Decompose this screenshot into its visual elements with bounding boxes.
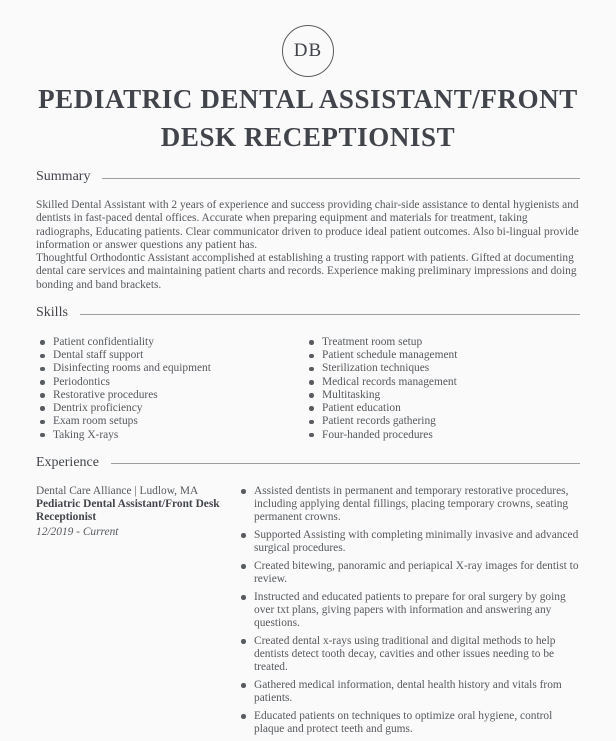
monogram-initials: DB (293, 40, 323, 61)
skill-item: Restorative procedures (36, 389, 305, 402)
experience-bullet-list (237, 485, 580, 741)
skill-item: Periodontics (36, 376, 305, 389)
skill-item: Patient education (305, 402, 580, 415)
summary-section-header (36, 168, 580, 186)
skill-item: Treatment room setup (305, 336, 580, 349)
section-rule (111, 463, 580, 464)
skill-item: Disinfecting rooms and equipment (36, 362, 305, 375)
experience-bullet: Created dental x-rays using traditional and digital methods to help dentists detect tooth decay, cavities and other issues needing to be treated. (237, 635, 580, 675)
experience-bullet: Instructed and educated patients to prepare for oral surgery by going over txt plans, giving papers with information and answering any questions. (237, 591, 580, 631)
skill-item: Taking X-rays (36, 429, 305, 442)
skill-item: Patient records gathering (305, 415, 580, 428)
summary-body (36, 199, 580, 292)
section-rule (102, 178, 580, 179)
monogram-badge (282, 25, 334, 77)
summary-heading: Summary (36, 169, 91, 184)
skills-section-header (36, 304, 580, 322)
experience-heading: Experience (36, 454, 99, 470)
skill-item: Patient schedule management (305, 349, 580, 362)
skills-list-right (305, 336, 580, 442)
section-rule (80, 314, 580, 315)
summary-paragraph: Thoughtful Orthodontic Assistant accomplished at establishing a trusting rapport with patients. Gifted at documenting dental care services and maintaining patient charts and records. Experience making preliminary impressions and doing bonding and band brackets. (36, 252, 577, 291)
job-title: Pediatric Dental Assistant/Front Desk Receptionist (36, 498, 220, 524)
skills-list-left (36, 336, 305, 442)
employment-dates: 12/2019 - Current (36, 525, 119, 538)
experience-bullet: Created bitewing, panoramic and periapical X-ray images for dentist to review. (237, 560, 580, 586)
skill-item: Sterilization techniques (305, 362, 580, 375)
experience-bullet: Supported Assisting with completing minimally invasive and advanced surgical procedures. (237, 529, 580, 555)
skill-item: Dentrix proficiency (36, 402, 305, 415)
skills-columns (36, 336, 580, 442)
experience-entry (36, 485, 580, 741)
employer-location: Dental Care Alliance | Ludlow, MA (36, 484, 199, 497)
skills-section (36, 304, 580, 442)
summary-paragraph: Skilled Dental Assistant with 2 years of experience and success providing chair-side assistance to dental hygienists and dentists in fast-paced dental offices. Accurate when preparing equipment and materials for treatment, taking radiographs, Educating patients. Clear communicator driven to produce ideal patient outcomes. Also bi-lingual provide information or answer questions any patient has. (36, 199, 579, 251)
skill-item: Four-handed procedures (305, 429, 580, 442)
experience-section-header (36, 454, 580, 472)
skills-heading: Skills (36, 305, 68, 321)
summary-section (36, 168, 580, 292)
skill-item: Multitasking (305, 389, 580, 402)
experience-bullet: Assisted dentists in permanent and temporary restorative procedures, including applying dental fillings, placing temporary crowns, seating permanent crowns. (237, 485, 580, 525)
skill-item: Exam room setups (36, 415, 305, 428)
experience-section (36, 454, 580, 741)
experience-meta (36, 485, 225, 741)
experience-bullet: Gathered medical information, dental health history and vitals from patients. (237, 679, 580, 705)
page-title: PEDIATRIC DENTAL ASSISTANT/FRONT DESK RECEPTIONIST (38, 84, 578, 152)
resume-page (0, 25, 616, 741)
skill-item: Medical records management (305, 376, 580, 389)
skill-item: Patient confidentiality (36, 336, 305, 349)
experience-bullet: Educated patients on techniques to optimize oral hygiene, control plaque and protect teeth and gums. (237, 710, 580, 736)
skill-item: Dental staff support (36, 349, 305, 362)
